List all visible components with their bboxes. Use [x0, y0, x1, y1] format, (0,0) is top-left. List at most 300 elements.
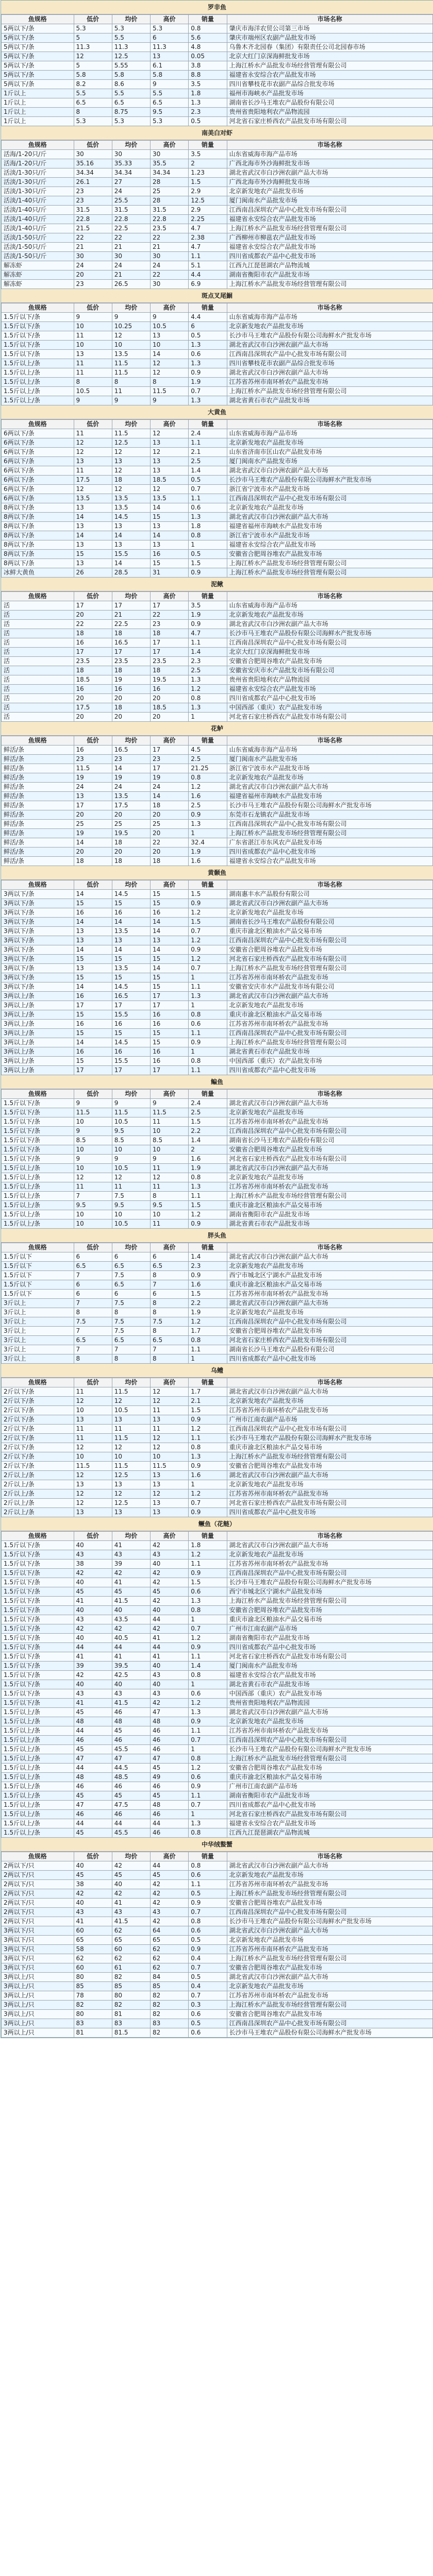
- table-row: [2, 243, 433, 252]
- volume-cell: 2.1: [189, 448, 227, 457]
- market-name-cell: 江西南昌深圳农产品中心批发市场有限公司: [227, 1029, 432, 1038]
- high-price-cell: 11: [151, 1425, 189, 1434]
- high-price-cell: 11.5: [151, 387, 189, 396]
- volume-cell: 1.3: [189, 992, 227, 1001]
- volume-cell: 0.9: [189, 945, 227, 955]
- spec-cell: 1.5斤以下/条: [2, 1624, 74, 1634]
- avg-price-cell: 8: [112, 1354, 150, 1364]
- table-row: [2, 1880, 433, 1889]
- spec-cell: 8两以下/条: [2, 550, 74, 559]
- avg-price-cell: 40: [112, 1880, 150, 1889]
- volume-cell: 1.5: [189, 918, 227, 927]
- high-price-cell: 14: [151, 927, 189, 936]
- table-row: [2, 1192, 433, 1201]
- market-name-cell: 北京新发地农产品批发市场: [227, 1550, 432, 1560]
- column-header: 高价: [151, 736, 189, 745]
- high-price-cell: 17: [151, 764, 189, 773]
- volume-cell: 1: [189, 1047, 227, 1057]
- volume-cell: 1.2: [189, 1764, 227, 1773]
- low-price-cell: 35.16: [74, 159, 112, 168]
- high-price-cell: 10: [151, 1210, 189, 1219]
- high-price-cell: 40: [151, 1662, 189, 1671]
- fish-section: [1, 1838, 433, 2038]
- low-price-cell: 16: [74, 1020, 112, 1029]
- volume-cell: 0.5: [189, 1973, 227, 1982]
- avg-price-cell: 81: [112, 2010, 150, 2019]
- high-price-cell: 21: [151, 243, 189, 252]
- high-price-cell: 13: [151, 540, 189, 550]
- avg-price-cell: 8.5: [112, 1136, 150, 1145]
- column-header: 市场名称: [227, 1532, 432, 1541]
- high-price-cell: 18: [151, 629, 189, 638]
- high-price-cell: 41: [151, 1634, 189, 1643]
- high-price-cell: 22: [151, 233, 189, 243]
- spec-cell: 3两以下/条: [2, 899, 74, 908]
- low-price-cell: 17.5: [74, 703, 112, 713]
- high-price-cell: 9.5: [151, 108, 189, 117]
- spec-cell: 5两以下/条: [2, 61, 74, 71]
- spec-cell: 1.5斤以上/条: [2, 1164, 74, 1173]
- table-row: [2, 1615, 433, 1624]
- avg-price-cell: 5.3: [112, 117, 150, 126]
- low-price-cell: 11: [74, 429, 112, 438]
- low-price-cell: 9.5: [74, 1201, 112, 1210]
- volume-cell: 1.1: [189, 1066, 227, 1075]
- low-price-cell: 16: [74, 992, 112, 1001]
- market-name-cell: 东莞市石龙镇农产品批发市场: [227, 810, 432, 820]
- table-row: [2, 1489, 433, 1499]
- market-name-cell: 湖北省武汉市白沙洲农副产品大市场: [227, 992, 432, 1001]
- table-row: [2, 531, 433, 540]
- high-price-cell: 16: [151, 1020, 189, 1029]
- high-price-cell: 13: [151, 438, 189, 448]
- spec-cell: 2斤以下/条: [2, 1406, 74, 1415]
- avg-price-cell: 11.5: [112, 1108, 150, 1117]
- volume-cell: 5.6: [189, 33, 227, 43]
- high-price-cell: 42: [151, 1699, 189, 1708]
- avg-price-cell: 10.25: [112, 322, 150, 331]
- high-price-cell: 6: [151, 33, 189, 43]
- volume-cell: 0.8: [189, 1057, 227, 1066]
- volume-cell: 1.5: [189, 1406, 227, 1415]
- volume-cell: 0.9: [189, 1782, 227, 1791]
- low-price-cell: 10.5: [74, 387, 112, 396]
- market-name-cell: 浙江省宁波市水产品批发市场: [227, 764, 432, 773]
- high-price-cell: 30: [151, 150, 189, 159]
- market-name-cell: 江西南昌深圳农产品中心批发市场有限公司: [227, 638, 432, 648]
- volume-cell: 2.4: [189, 429, 227, 438]
- market-name-cell: 山东省威海市海产品市场: [227, 429, 432, 438]
- market-name-cell: 北京新发地农产品批发市场: [227, 1173, 432, 1182]
- volume-cell: 0.5: [189, 2019, 227, 2028]
- table-row: [2, 1057, 433, 1066]
- high-price-cell: 15: [151, 513, 189, 522]
- high-price-cell: 14: [151, 503, 189, 513]
- low-price-cell: 17: [74, 1001, 112, 1010]
- spec-cell: 活淡/1-30只/斤: [2, 178, 74, 187]
- avg-price-cell: 14.5: [112, 1038, 150, 1047]
- volume-cell: 5.1: [189, 261, 227, 270]
- market-name-cell: 江西南昌深圳农产品中心批发市场有限公司: [227, 494, 432, 503]
- high-price-cell: 25: [151, 187, 189, 196]
- market-name-cell: 长沙市马王堆农产品股份有限公司海鲜水产批发市场: [227, 2028, 432, 2038]
- high-price-cell: 22: [151, 270, 189, 280]
- market-name-cell: 河北省石家庄桥西农产品批发市场有限公司: [227, 955, 432, 964]
- spec-cell: 1.5斤以上/条: [2, 1173, 74, 1182]
- avg-price-cell: 45: [112, 1791, 150, 1801]
- spec-cell: 1.5斤以下/条: [2, 1643, 74, 1652]
- table-row: [2, 601, 433, 611]
- low-price-cell: 14: [74, 890, 112, 899]
- high-price-cell: 18.5: [151, 476, 189, 485]
- volume-cell: 4.5: [189, 745, 227, 755]
- volume-cell: 1.5: [189, 1117, 227, 1127]
- low-price-cell: 31.5: [74, 206, 112, 215]
- column-header: 市场名称: [227, 303, 432, 313]
- avg-price-cell: 18: [112, 629, 150, 638]
- low-price-cell: 14: [74, 982, 112, 992]
- market-name-cell: 北京新发地农产品批发市场: [227, 908, 432, 918]
- low-price-cell: 12: [74, 1397, 112, 1406]
- high-price-cell: 9.5: [151, 1201, 189, 1210]
- avg-price-cell: 27: [112, 178, 150, 187]
- spec-cell: 3两以上/只: [2, 2010, 74, 2019]
- volume-cell: 0.6: [189, 350, 227, 359]
- spec-cell: 2斤以下/条: [2, 1387, 74, 1397]
- column-header: 鱼规格: [2, 1378, 74, 1387]
- spec-cell: 活: [2, 629, 74, 638]
- high-price-cell: 46: [151, 1782, 189, 1791]
- avg-price-cell: 12.5: [112, 438, 150, 448]
- market-name-cell: 河北省石家庄桥西农产品批发市场有限公司: [227, 1336, 432, 1345]
- low-price-cell: 17.5: [74, 476, 112, 485]
- spec-cell: 1.5斤以下/条: [2, 341, 74, 350]
- market-name-cell: 贵州省贵阳地利农产品物流园: [227, 1699, 432, 1708]
- high-price-cell: 24: [151, 783, 189, 792]
- avg-price-cell: 13.5: [112, 964, 150, 973]
- avg-price-cell: 12: [112, 331, 150, 341]
- high-price-cell: 43: [151, 1908, 189, 1917]
- table-row: [2, 1001, 433, 1010]
- table-row: [2, 1252, 433, 1262]
- table-row: [2, 61, 433, 71]
- avg-price-cell: 17: [112, 1066, 150, 1075]
- spec-cell: 1斤以上: [2, 98, 74, 108]
- avg-price-cell: 6.5: [112, 1336, 150, 1345]
- high-price-cell: 11: [151, 1182, 189, 1192]
- volume-cell: 0.7: [189, 1801, 227, 1810]
- market-name-cell: 上海江桥水产品批发市场经营管理有限公司: [227, 1597, 432, 1606]
- column-header: 高价: [151, 141, 189, 150]
- high-price-cell: 13: [151, 1508, 189, 1517]
- column-header: 销量: [189, 141, 227, 150]
- low-price-cell: 23: [74, 755, 112, 764]
- market-name-cell: 湖南省衡阳市农产品批发市场: [227, 1791, 432, 1801]
- low-price-cell: 26.1: [74, 178, 112, 187]
- avg-price-cell: 43: [112, 1908, 150, 1917]
- low-price-cell: 46: [74, 1782, 112, 1791]
- high-price-cell: 12: [151, 1173, 189, 1182]
- high-price-cell: 31.5: [151, 206, 189, 215]
- avg-price-cell: 10.5: [112, 1117, 150, 1127]
- column-header: 均价: [112, 1090, 150, 1099]
- table-row: [2, 1327, 433, 1336]
- high-price-cell: 18: [151, 801, 189, 810]
- high-price-cell: 5.3: [151, 117, 189, 126]
- avg-price-cell: 21: [112, 611, 150, 620]
- volume-cell: 2.2: [189, 1127, 227, 1136]
- volume-cell: 1.1: [189, 1652, 227, 1662]
- high-price-cell: 10: [151, 1127, 189, 1136]
- column-header: 销量: [189, 1378, 227, 1387]
- high-price-cell: 45: [151, 1871, 189, 1880]
- high-price-cell: 9: [151, 313, 189, 322]
- table-row: [2, 1219, 433, 1229]
- market-name-cell: 长沙市马王堆农产品股份有限公司海鲜水产批发市场: [227, 476, 432, 485]
- high-price-cell: 15: [151, 890, 189, 899]
- market-name-cell: 长沙市马王堆农产品股份有限公司海鲜水产批发市场: [227, 1434, 432, 1443]
- high-price-cell: 19: [151, 773, 189, 783]
- high-price-cell: 23: [151, 620, 189, 629]
- volume-cell: 0.4: [189, 1982, 227, 1991]
- table-row: [2, 1480, 433, 1489]
- table-row: [2, 1117, 433, 1127]
- volume-cell: 0.8: [189, 1010, 227, 1020]
- spec-cell: 3两以上/条: [2, 1010, 74, 1020]
- market-name-cell: 安徽省合肥周谷堆农产品批发市场: [227, 657, 432, 666]
- volume-cell: 0.8: [189, 1861, 227, 1871]
- table-row: [2, 513, 433, 522]
- table-row: [2, 1155, 433, 1164]
- low-price-cell: 20: [74, 810, 112, 820]
- volume-cell: 2.3: [189, 657, 227, 666]
- spec-cell: 活淡/1-30只/斤: [2, 168, 74, 178]
- spec-cell: 6两以下/条: [2, 494, 74, 503]
- spec-cell: 1斤以上: [2, 108, 74, 117]
- low-price-cell: 42: [74, 1569, 112, 1578]
- table-row: [2, 1317, 433, 1327]
- high-price-cell: 44: [151, 1615, 189, 1624]
- high-price-cell: 17: [151, 601, 189, 611]
- fish-section: [1, 289, 433, 405]
- avg-price-cell: 18: [112, 703, 150, 713]
- spec-cell: 1.5斤以上/条: [2, 359, 74, 368]
- spec-cell: 1.5斤以下: [2, 1252, 74, 1262]
- market-name-cell: 河北省石家庄桥西农产品批发市场有限公司: [227, 1499, 432, 1508]
- spec-cell: 2两以下/只: [2, 1889, 74, 1899]
- high-price-cell: 8: [151, 1327, 189, 1336]
- volume-cell: 2.5: [189, 1108, 227, 1117]
- high-price-cell: 18.5: [151, 703, 189, 713]
- price-table: [1, 140, 433, 289]
- market-name-cell: 北京新发地农产品批发市场: [227, 1717, 432, 1726]
- avg-price-cell: 45: [112, 1871, 150, 1880]
- table-row: [2, 1387, 433, 1397]
- column-header: 高价: [151, 1852, 189, 1861]
- high-price-cell: 12: [151, 1489, 189, 1499]
- high-price-cell: 47: [151, 1754, 189, 1764]
- volume-cell: 1.2: [189, 908, 227, 918]
- spec-cell: 2两以下/只: [2, 1871, 74, 1880]
- volume-cell: 1.9: [189, 378, 227, 387]
- volume-cell: 1: [189, 829, 227, 838]
- market-name-cell: 上海江桥水产品批发市场经营管理有限公司: [227, 2001, 432, 2010]
- low-price-cell: 5: [74, 33, 112, 43]
- spec-cell: 1.5斤以下/条: [2, 1578, 74, 1587]
- avg-price-cell: 13: [112, 540, 150, 550]
- column-header: 销量: [189, 736, 227, 745]
- table-row: [2, 801, 433, 810]
- table-row: [2, 1508, 433, 1517]
- high-price-cell: 42: [151, 1578, 189, 1587]
- avg-price-cell: 9: [112, 313, 150, 322]
- spec-cell: 8两以下/条: [2, 559, 74, 568]
- market-name-cell: 江西南昌深圳农产品中心批发市场有限公司: [227, 936, 432, 945]
- spec-cell: 3两以下/只: [2, 1963, 74, 1973]
- spec-cell: 3两以上/条: [2, 992, 74, 1001]
- spec-cell: 1.5斤以下/条: [2, 1652, 74, 1662]
- market-name-cell: 长沙市马王堆农产品股份有限公司海鲜水产批发市场: [227, 1578, 432, 1587]
- volume-cell: 1.3: [189, 675, 227, 685]
- spec-cell: 3两以下/条: [2, 936, 74, 945]
- section-title: 黄颡鱼: [1, 866, 433, 880]
- volume-cell: 1.8: [189, 522, 227, 531]
- volume-cell: 6.9: [189, 280, 227, 289]
- avg-price-cell: 20: [112, 713, 150, 722]
- spec-cell: 鲜活/条: [2, 810, 74, 820]
- high-price-cell: 9: [151, 1155, 189, 1164]
- table-row: [2, 1773, 433, 1782]
- avg-price-cell: 13: [112, 1480, 150, 1489]
- spec-cell: 1.5斤以上/条: [2, 1745, 74, 1754]
- table-row: [2, 927, 433, 936]
- spec-cell: 3两以上/条: [2, 1038, 74, 1047]
- volume-cell: 0.5: [189, 1936, 227, 1945]
- market-name-cell: 北京新发地农产品批发市场: [227, 1001, 432, 1010]
- low-price-cell: 7: [74, 1299, 112, 1308]
- high-price-cell: 49: [151, 1773, 189, 1782]
- table-row: [2, 522, 433, 531]
- table-row: [2, 261, 433, 270]
- spec-cell: 6两以下/条: [2, 485, 74, 494]
- table-row: [2, 52, 433, 61]
- column-header: 低价: [74, 1378, 112, 1387]
- column-header: 市场名称: [227, 1243, 432, 1252]
- high-price-cell: 22: [151, 838, 189, 848]
- avg-price-cell: 9.5: [112, 1127, 150, 1136]
- avg-price-cell: 81.5: [112, 2028, 150, 2038]
- high-price-cell: 20: [151, 694, 189, 703]
- section-title: 胖头鱼: [1, 1229, 433, 1243]
- column-header: 销量: [189, 1090, 227, 1099]
- volume-cell: 0.7: [189, 1991, 227, 2001]
- table-row: [2, 1871, 433, 1880]
- market-name-cell: 福建省永安综合农产品批发市场: [227, 1671, 432, 1680]
- header-row: [2, 880, 433, 890]
- volume-cell: 2.5: [189, 666, 227, 675]
- volume-cell: 0.7: [189, 1908, 227, 1917]
- avg-price-cell: 14: [112, 764, 150, 773]
- volume-cell: 4.4: [189, 313, 227, 322]
- spec-cell: 1.5斤以下/条: [2, 1615, 74, 1624]
- spec-cell: 3两以下/条: [2, 890, 74, 899]
- volume-cell: 0.7: [189, 1499, 227, 1508]
- table-row: [2, 1471, 433, 1480]
- volume-cell: 1.4: [189, 1252, 227, 1262]
- high-price-cell: 12: [151, 485, 189, 494]
- volume-cell: 0.6: [189, 1689, 227, 1699]
- market-name-cell: 西宁市城北区宁湖水产品批发市场: [227, 1587, 432, 1597]
- spec-cell: 1.5斤以上/条: [2, 1708, 74, 1717]
- avg-price-cell: 18: [112, 666, 150, 675]
- spec-cell: 1.5斤以上/条: [2, 1717, 74, 1726]
- volume-cell: 0.6: [189, 1020, 227, 1029]
- avg-price-cell: 7.5: [112, 1299, 150, 1308]
- market-name-cell: 重庆市渝北区粮油水产品交易市场: [227, 1443, 432, 1452]
- market-name-cell: 长沙市马王堆农产品股份有限公司海鲜水产批发市场: [227, 1745, 432, 1754]
- high-price-cell: 13: [151, 331, 189, 341]
- spec-cell: 2斤以上/条: [2, 1471, 74, 1480]
- header-row: [2, 736, 433, 745]
- avg-price-cell: 6.5: [112, 1280, 150, 1290]
- low-price-cell: 6: [74, 1280, 112, 1290]
- price-table-sheet: [1, 0, 433, 2038]
- low-price-cell: 20: [74, 270, 112, 280]
- spec-cell: 3两以下/条: [2, 964, 74, 973]
- market-name-cell: 河北省石家庄桥西农产品批发市场有限公司: [227, 1810, 432, 1819]
- avg-price-cell: 14: [112, 531, 150, 540]
- volume-cell: 1.2: [189, 1489, 227, 1499]
- avg-price-cell: 14: [112, 918, 150, 927]
- table-row: [2, 196, 433, 206]
- market-name-cell: 江苏省苏州市南环桥农产品批发市场: [227, 1290, 432, 1299]
- high-price-cell: 42: [151, 1899, 189, 1908]
- avg-price-cell: 82: [112, 1973, 150, 1982]
- table-row: [2, 945, 433, 955]
- market-name-cell: 上海江桥水产品批发市场经营管理有限公司: [227, 61, 432, 71]
- table-row: [2, 1810, 433, 1819]
- market-name-cell: 江西南昌深圳农产品中心批发市场有限公司: [227, 1127, 432, 1136]
- market-name-cell: 北京新发地农产品批发市场: [227, 438, 432, 448]
- market-name-cell: 厦门闽南水产品批发市场: [227, 457, 432, 466]
- low-price-cell: 45: [74, 1871, 112, 1880]
- column-header: 低价: [74, 15, 112, 24]
- high-price-cell: 15: [151, 1029, 189, 1038]
- avg-price-cell: 12: [112, 1397, 150, 1406]
- high-price-cell: 8: [151, 1271, 189, 1280]
- spec-cell: 活: [2, 666, 74, 675]
- low-price-cell: 6: [74, 1290, 112, 1299]
- spec-cell: 5两以下/条: [2, 33, 74, 43]
- volume-cell: 0.3: [189, 2001, 227, 2010]
- column-header: 低价: [74, 1852, 112, 1861]
- market-name-cell: 安徽省合肥周谷堆农产品批发市场: [227, 1899, 432, 1908]
- low-price-cell: 58: [74, 1945, 112, 1954]
- market-name-cell: 福建省永安综合农产品批发市场: [227, 71, 432, 80]
- avg-price-cell: 43.5: [112, 1615, 150, 1624]
- high-price-cell: 7: [151, 1280, 189, 1290]
- high-price-cell: 12: [151, 359, 189, 368]
- volume-cell: 4.8: [189, 43, 227, 52]
- market-name-cell: 江西南昌深圳农产品中心批发市场有限公司: [227, 1425, 432, 1434]
- high-price-cell: 6: [151, 1290, 189, 1299]
- column-header: 市场名称: [227, 15, 432, 24]
- high-price-cell: 43: [151, 1689, 189, 1699]
- spec-cell: 3两以下/条: [2, 973, 74, 982]
- avg-price-cell: 10.5: [112, 1406, 150, 1415]
- volume-cell: 1.7: [189, 1327, 227, 1336]
- market-name-cell: 山东省威海市海产品市场: [227, 745, 432, 755]
